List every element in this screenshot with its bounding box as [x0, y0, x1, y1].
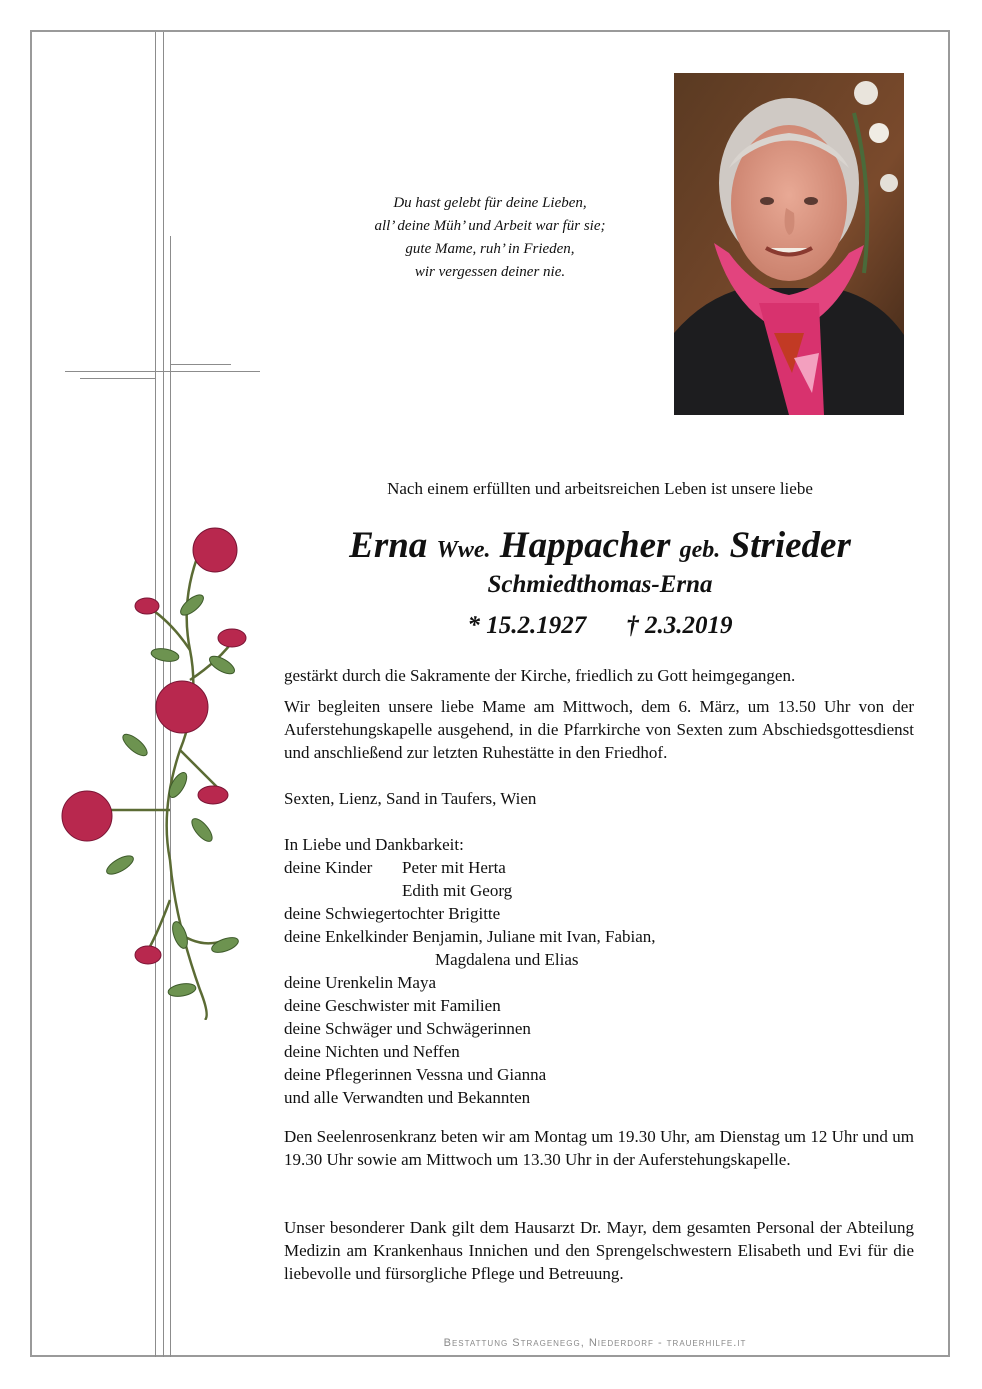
- widow-abbr: Wwe.: [436, 537, 491, 563]
- portrait-photo: [674, 73, 904, 415]
- list-item: [284, 879, 914, 902]
- nickname: Schmiedthomas-Erna: [487, 571, 713, 598]
- birth-date: * 15.2.1927: [467, 612, 587, 639]
- daughter-in-law: deine Schwiegertochter Brigitte: [284, 904, 501, 923]
- intro-text: Nach einem erfüllten und arbeitsreichen Leben ist unsere liebe: [387, 479, 813, 498]
- life-dates: [300, 612, 900, 640]
- memorial-poem: [330, 192, 650, 284]
- grandchildren-2: Magdalena und Elias: [435, 950, 579, 969]
- footer-text: Bestattung Stragenegg, Niederdorf - trauerhilfe.it: [443, 1337, 747, 1349]
- great-grandchild: deine Urenkelin Maya: [284, 973, 436, 992]
- born-abbr: geb.: [679, 537, 721, 563]
- mourners-heading: In Liebe und Dankbarkeit:: [284, 835, 464, 854]
- death-date: † 2.3.2019: [626, 612, 733, 639]
- poem-line: all’ deine Müh’ und Arbeit war für sie;: [374, 218, 606, 234]
- relatives: und alle Verwandten und Bekannten: [284, 1088, 531, 1107]
- roses-decoration: [50, 520, 260, 1020]
- poem-line: Du hast gelebt für deine Lieben,: [393, 195, 587, 211]
- siblings: deine Geschwister mit Familien: [284, 996, 501, 1015]
- rose-icon: [62, 528, 246, 964]
- poem-line: gute Mame, ruh’ in Frieden,: [405, 241, 575, 257]
- surname: Happacher: [499, 525, 671, 566]
- grandchildren-1: deine Enkelkinder Benjamin, Juliane mit Ivan, Fabian,: [284, 927, 656, 946]
- deceased-name: [240, 522, 960, 574]
- mourners-list: [284, 833, 914, 1109]
- first-name: Erna: [349, 525, 428, 566]
- nieces: deine Nichten und Neffen: [284, 1042, 460, 1061]
- thanks-text: Unser besonderer Dank gilt dem Hausarzt Dr. Mayr, dem gesamten Personal der Abteilung Medizin am Krankenhaus Innichen und den Sprengelschwestern Elisabeth und Evi für die liebevolle und fürsorgliche Pflege und Betreuung.: [284, 1218, 914, 1283]
- funeral-text: Wir begleiten unsere liebe Mame am Mittwoch, dem 6. März, um 13.50 Uhr von der Auferstehungskapelle ausgehend, in die Pfarrkirche von Sexten zum Abschiedsgottesdienst und anschließend zur letzten Ruhestätte in den Friedhof.: [284, 697, 914, 762]
- places-text: Sexten, Lienz, Sand in Taufers, Wien: [284, 789, 537, 808]
- caregivers: deine Pflegerinnen Vessna und Gianna: [284, 1065, 547, 1084]
- sacraments-text: gestärkt durch die Sakramente der Kirche, friedlich zu Gott heimgegangen.: [284, 666, 796, 685]
- children-1: Peter mit Herta: [402, 858, 506, 877]
- children-2: Edith mit Georg: [402, 881, 513, 900]
- list-item: [284, 856, 914, 879]
- in-laws: deine Schwäger und Schwägerinnen: [284, 1019, 531, 1038]
- poem-line: wir vergessen deiner nie.: [414, 264, 566, 280]
- rosary-text: Den Seelenrosenkranz beten wir am Montag um 19.30 Uhr, am Dienstag um 12 Uhr und um 19.30 Uhr sowie am Mittwoch um 13.30 Uhr in der Auferstehungskapelle.: [284, 1127, 914, 1169]
- list-item: [284, 948, 914, 971]
- children-label: deine Kinder: [284, 858, 373, 877]
- maiden-name: Strieder: [729, 525, 851, 566]
